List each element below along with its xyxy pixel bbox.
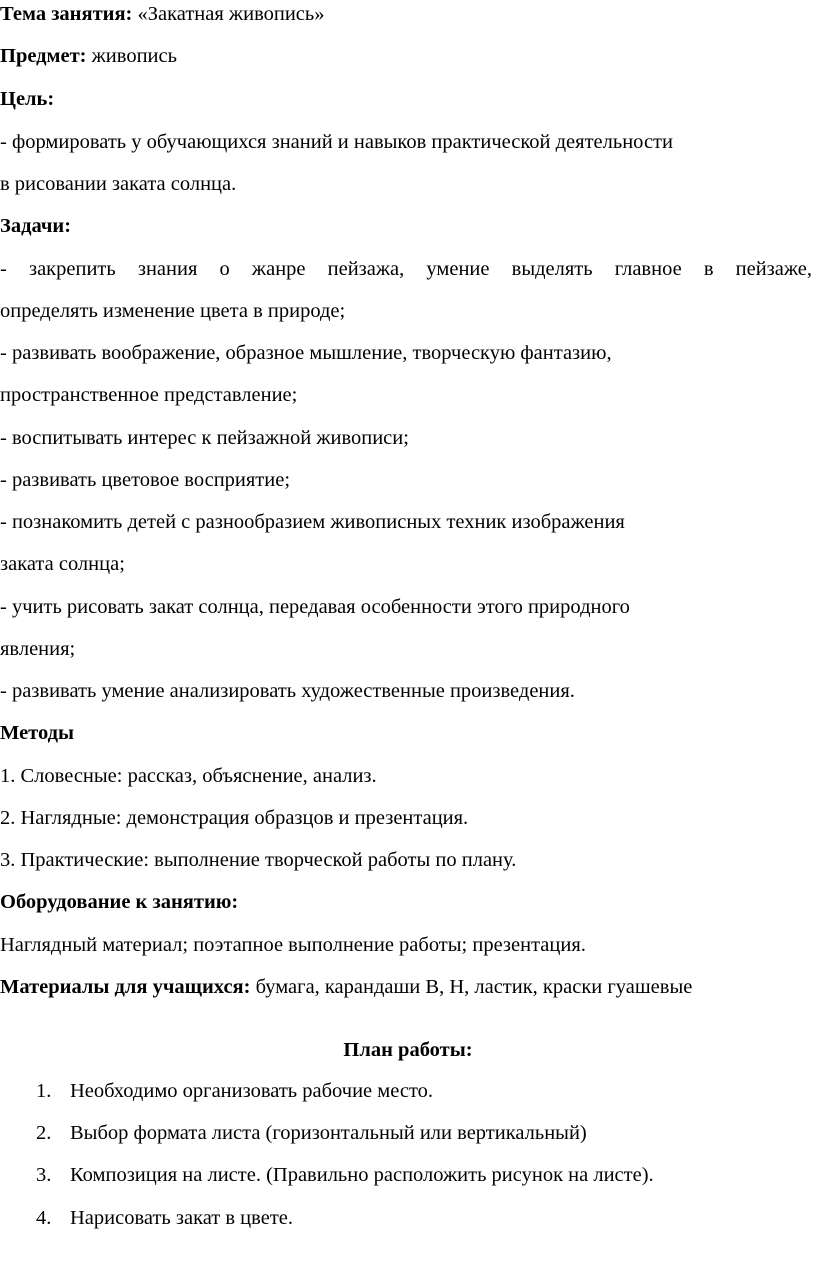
subject-label: Предмет: — [0, 45, 87, 67]
task-line: - воспитывать интерес к пейзажной живописи; — [0, 427, 409, 449]
task-line: явления; — [0, 638, 76, 660]
task-line: - познакомить детей с разнообразием живописных техник изображения — [0, 511, 625, 533]
goal-line: - формировать у обучающихся знаний и навыков практической деятельности — [0, 131, 673, 153]
task-line: заката солнца; — [0, 553, 125, 575]
materials-value: бумага, карандаши В, Н, ластик, краски гуашевые — [250, 976, 693, 998]
materials-line — [0, 977, 692, 998]
subject-line — [0, 46, 177, 67]
goal-line: в рисовании заката солнца. — [0, 173, 237, 195]
plan-item-number: 1. — [36, 1080, 52, 1102]
plan-item-text: Выбор формата листа (горизонтальный или вертикальный) — [70, 1122, 587, 1144]
goal-heading: Цель: — [0, 88, 55, 110]
task-line: - учить рисовать закат солнца, передавая особенности этого природного — [0, 596, 630, 618]
task-line: - развивать цветовое восприятие; — [0, 469, 291, 491]
equipment-heading: Оборудование к занятию: — [0, 891, 239, 913]
equipment-text: Наглядный материал; поэтапное выполнение работы; презентация. — [0, 934, 586, 956]
methods-heading: Методы — [0, 722, 75, 744]
plan-heading: План работы: — [343, 1039, 473, 1061]
task-line: - развивать умение анализировать художественные произведения. — [0, 680, 575, 702]
plan-item-text: Композиция на листе. (Правильно расположить рисунок на листе). — [70, 1164, 654, 1186]
plan-item-number: 3. — [36, 1164, 52, 1186]
subject-value: живопись — [86, 45, 177, 67]
materials-label: Материалы для учащихся: — [0, 976, 251, 998]
task-line: - закрепить знания о жанре пейзажа, умение выделять главное в пейзаже, — [0, 258, 812, 280]
method-item: 2. Наглядные: демонстрация образцов и презентация. — [0, 807, 469, 829]
plan-item-number: 2. — [36, 1122, 52, 1144]
plan-item-text: Нарисовать закат в цвете. — [70, 1207, 293, 1229]
task-line: определять изменение цвета в природе; — [0, 300, 346, 322]
theme-value: «Закатная живопись» — [132, 3, 325, 25]
plan-item-number: 4. — [36, 1207, 52, 1229]
plan-item-text: Необходимо организовать рабочие место. — [70, 1080, 434, 1102]
theme-label: Тема занятия: — [0, 3, 133, 25]
theme-line — [0, 4, 325, 25]
method-item: 3. Практические: выполнение творческой работы по плану. — [0, 849, 517, 871]
task-line: - развивать воображение, образное мышление, творческую фантазию, — [0, 342, 612, 364]
method-item: 1. Словесные: рассказ, объяснение, анализ. — [0, 765, 377, 787]
task-line: пространственное представление; — [0, 384, 298, 406]
tasks-heading: Задачи: — [0, 215, 72, 237]
